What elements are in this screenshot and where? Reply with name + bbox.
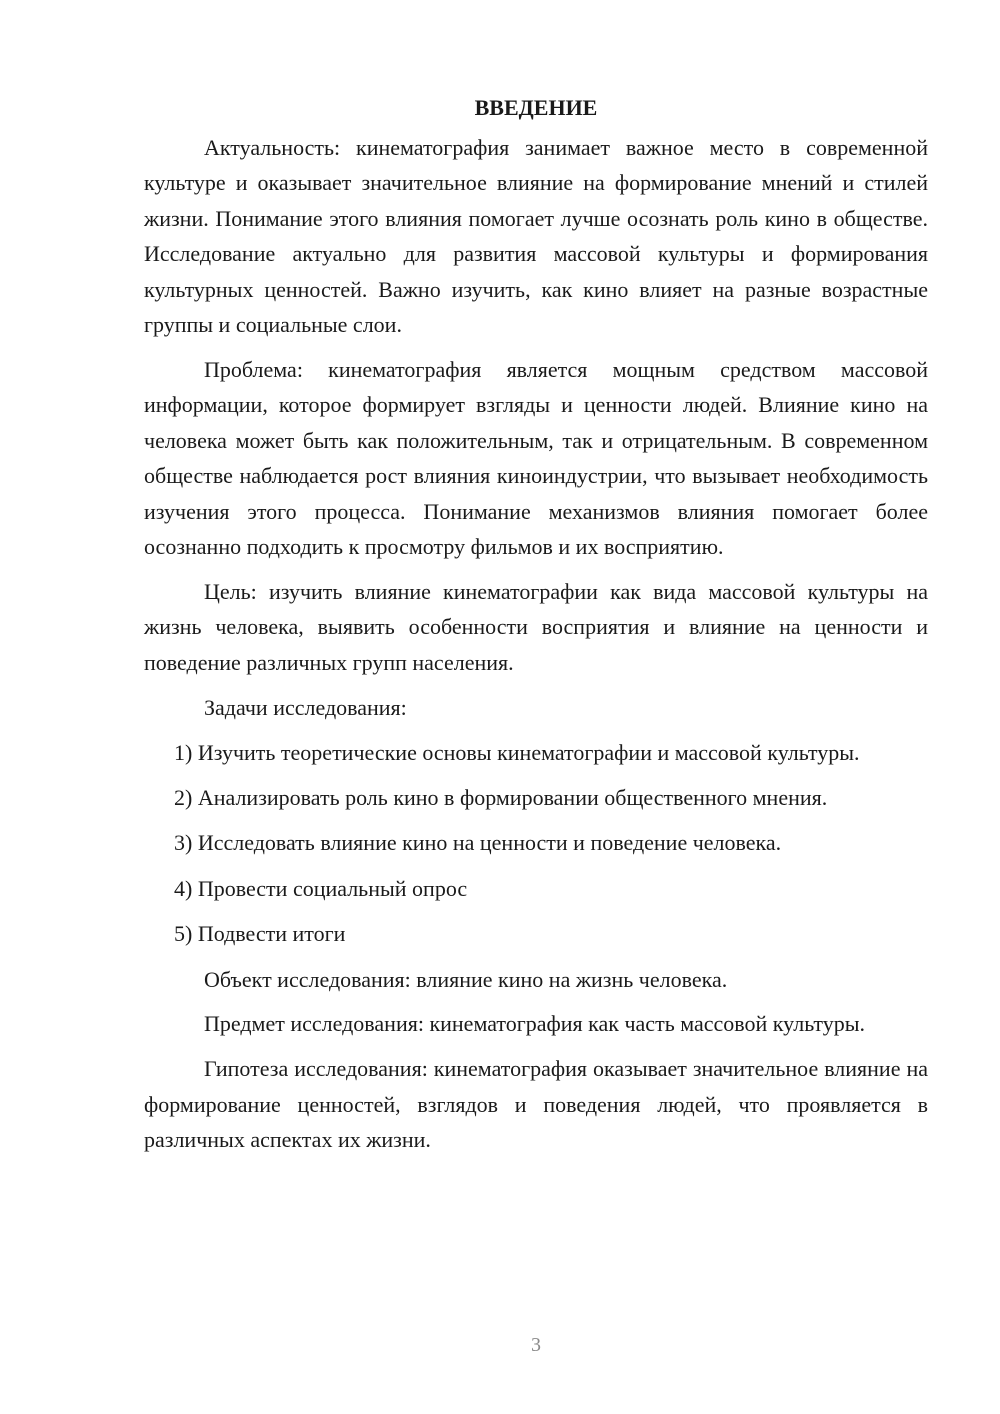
list-item: 1) Изучить теоретические основы кинематографии и массовой культуры. [174, 739, 860, 765]
paragraph-goal: Цель: изучить влияние кинематографии как вида массовой культуры на жизнь человека, выявить особенности восприятия и влияние на ценности и поведение различных групп населения. [144, 578, 928, 675]
list-item: 3) Исследовать влияние кино на ценности и поведение человека. [174, 830, 782, 856]
list-item: 2) Анализировать роль кино в формировании общественного мнения. [174, 784, 828, 810]
list-item: 5) Подвести итоги [174, 921, 346, 947]
list-item: 4) Провести социальный опрос [174, 875, 468, 901]
document-page [144, 90, 928, 1167]
paragraph-hypothesis: Гипотеза исследования: кинематография оказывает значительное влияние на формирование ценностей, взглядов и поведения людей, что проявляется в различных аспектах их жизни. [144, 1056, 928, 1153]
paragraph-relevance: Актуальность: кинематография занимает важное место в современной культуре и оказывает значительное влияние на формирование мнений и стилей жизни. Понимание этого влияния помогает лучше осознать роль кино в обществе. Исследование актуально для развития массовой культуры и формирования культурных ценностей. Важно изучить, как кино влияет на разные возрастные группы и социальные слои. [144, 135, 928, 338]
tasks-list [144, 735, 928, 952]
paragraph-problem: Проблема: кинематография является мощным средством массовой информации, которое формирует взгляды и ценности людей. Влияние кино на человека может быть как положительным, так и отрицательным. В современном обществе наблюдается рост влияния киноиндустрии, что вызывает необходимость изучения этого процесса. Понимание механизмов влияния помогает более осознанно подходить к просмотру фильмов и их восприятию. [144, 356, 928, 559]
page-number: 3 [531, 1334, 541, 1356]
paragraph-tasks-heading: Задачи исследования: [204, 694, 407, 720]
paragraph-subject: Предмет исследования: кинематография как часть массовой культуры. [204, 1011, 865, 1037]
page-title: ВВЕДЕНИЕ [474, 95, 598, 120]
paragraph-object: Объект исследования: влияние кино на жизнь человека. [204, 966, 728, 992]
